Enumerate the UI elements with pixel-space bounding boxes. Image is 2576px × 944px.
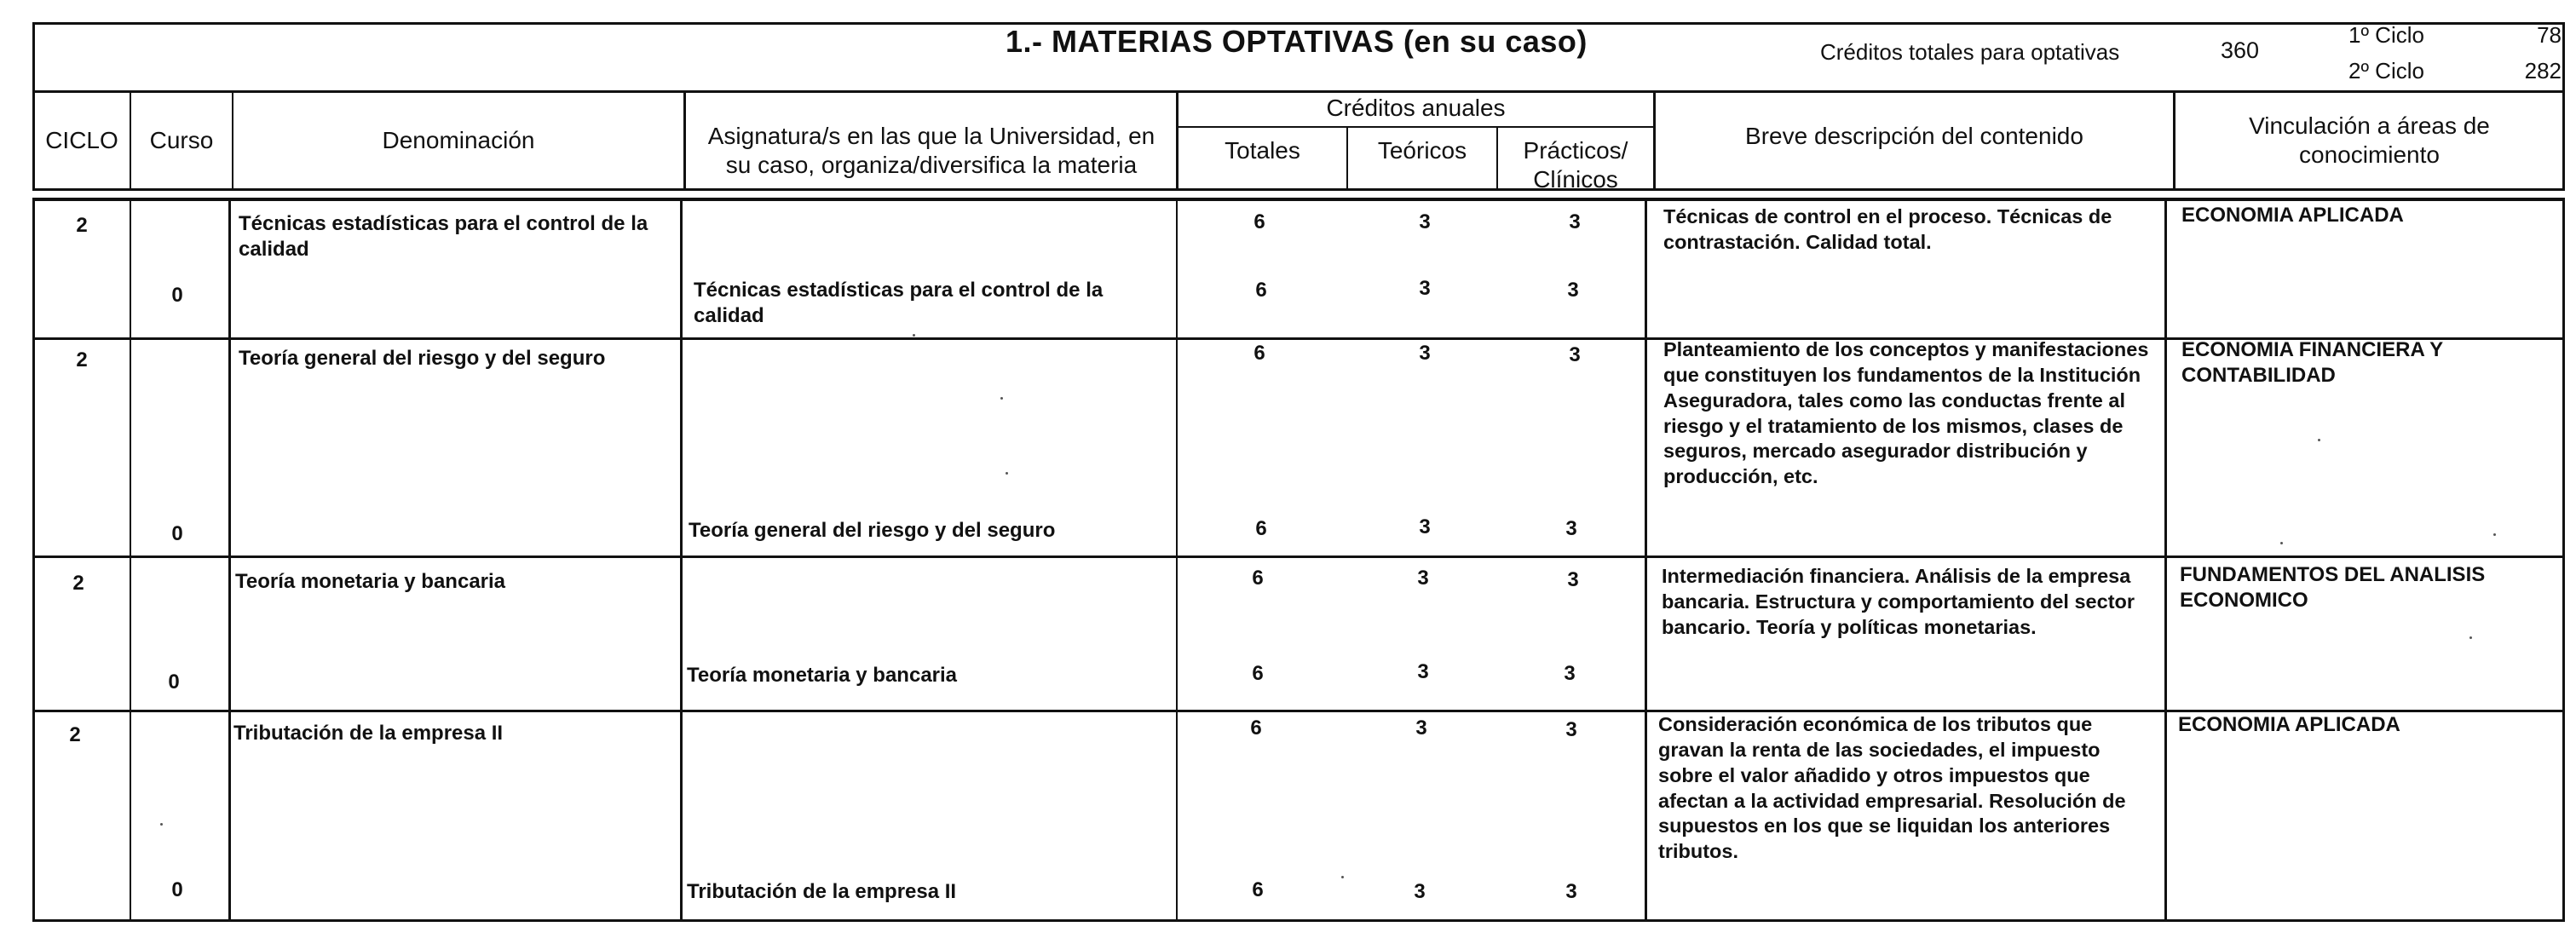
col-header-curso: Curso bbox=[149, 127, 214, 154]
scan-speck bbox=[1006, 472, 1008, 475]
cycle-2-label: 2º Ciclo bbox=[2348, 58, 2424, 83]
scan-speck bbox=[160, 823, 163, 826]
body-divider bbox=[130, 198, 131, 922]
col-header-asignaturas: Asignatura/s en las que la Universidad, en su caso, organiza/diversifica la materia bbox=[707, 123, 1155, 178]
col-header-vinculacion: Vinculación a áreas de conocimiento bbox=[2249, 112, 2490, 168]
body-divider bbox=[680, 198, 683, 922]
body-divider bbox=[1645, 198, 1647, 922]
cell-teoricos: 3 bbox=[1419, 277, 1431, 300]
body-divider bbox=[1176, 198, 1178, 922]
cell-ciclo: 2 bbox=[76, 348, 88, 371]
col-header-creditos-anuales: Créditos anuales bbox=[1326, 95, 1506, 122]
col-header-ciclo: CICLO bbox=[45, 127, 118, 154]
cell-totales: 6 bbox=[1250, 717, 1262, 740]
cell-teoricos: 3 bbox=[1419, 210, 1431, 233]
cell-totales: 6 bbox=[1255, 517, 1267, 540]
page-title: 1.- MATERIAS OPTATIVAS (en su caso) bbox=[1006, 24, 1588, 59]
cell-teoricos: 3 bbox=[1415, 717, 1427, 740]
cell-area: ECONOMIA APLICADA bbox=[2178, 713, 2400, 736]
cell-area: FUNDAMENTOS DEL ANALISIS ECONOMICO bbox=[2180, 563, 2486, 612]
cell-asignatura: Teoría monetaria y bancaria bbox=[687, 664, 958, 687]
cell-teoricos: 3 bbox=[1417, 660, 1429, 683]
scan-speck bbox=[2493, 533, 2496, 536]
cell-area: ECONOMIA APLICADA bbox=[2181, 204, 2404, 227]
col-header-totales: Totales bbox=[1225, 137, 1300, 164]
row-divider bbox=[32, 555, 2565, 558]
scan-speck bbox=[2280, 542, 2283, 544]
header-divider bbox=[683, 90, 686, 191]
cycle-1-value: 78 bbox=[2537, 22, 2562, 48]
cell-denominacion: Tributación de la empresa II bbox=[233, 722, 504, 745]
cell-practicos: 3 bbox=[1565, 517, 1577, 540]
cell-ciclo: 2 bbox=[69, 723, 81, 746]
cycle-2-value: 282 bbox=[2524, 58, 2562, 83]
col-header-descripcion: Breve descripción del contenido bbox=[1745, 123, 2083, 150]
cell-curso: 0 bbox=[171, 284, 183, 307]
cell-practicos: 3 bbox=[1569, 343, 1581, 366]
cell-asignatura: Técnicas estadísticas para el control de la calidad bbox=[694, 279, 1104, 327]
table-body bbox=[32, 198, 2565, 922]
cell-asignatura: Teoría general del riesgo y del seguro bbox=[689, 519, 1056, 542]
cycle-1-label: 1º Ciclo bbox=[2348, 22, 2424, 48]
cell-descripcion: Planteamiento de los conceptos y manifestaciones que constituyen los fundamentos de la Institución Aseguradora, tales como las conductas frente al riesgo y el tratamiento de los mismos, clases de seguros, mercado asegurador distribución y producción, etc. bbox=[1663, 338, 2149, 488]
cell-descripcion: Consideración económica de los tributos que gravan la renta de las sociedades, el impuesto sobre el valor añadido y otros impuestos que afectan a la actividad empresarial. Resolución de supuestos en los que se liquidan los anteriores tributos. bbox=[1658, 713, 2126, 863]
cell-totales: 6 bbox=[1252, 662, 1264, 685]
cell-denominacion: Técnicas estadísticas para el control de la calidad bbox=[239, 212, 648, 261]
scan-speck bbox=[1341, 876, 1344, 878]
col-header-denominacion: Denominación bbox=[382, 127, 535, 154]
cell-totales: 6 bbox=[1255, 279, 1267, 302]
scan-speck bbox=[913, 334, 915, 337]
cell-denominacion: Teoría monetaria y bancaria bbox=[235, 570, 506, 593]
cell-ciclo: 2 bbox=[76, 214, 88, 237]
cell-area: ECONOMIA FINANCIERA Y CONTABILIDAD bbox=[2181, 338, 2443, 387]
scan-speck bbox=[2318, 439, 2320, 441]
scan-speck bbox=[1000, 397, 1003, 400]
cell-practicos: 3 bbox=[1565, 880, 1577, 903]
body-divider bbox=[2164, 198, 2167, 922]
cell-teoricos: 3 bbox=[1419, 515, 1431, 538]
scan-speck bbox=[2469, 636, 2472, 639]
cell-denominacion: Teoría general del riesgo y del seguro bbox=[239, 347, 606, 370]
cell-ciclo: 2 bbox=[72, 572, 84, 595]
cell-totales: 6 bbox=[1253, 342, 1265, 365]
cell-totales: 6 bbox=[1253, 210, 1265, 233]
credits-total-value: 360 bbox=[2221, 37, 2260, 63]
cell-practicos: 3 bbox=[1569, 210, 1581, 233]
col-header-practicos: Prácticos/ Clínicos bbox=[1523, 137, 1628, 193]
credits-total-label: Créditos totales para optativas bbox=[1820, 39, 2120, 65]
cell-curso: 0 bbox=[171, 878, 183, 901]
cell-practicos: 3 bbox=[1567, 279, 1579, 302]
cell-teoricos: 3 bbox=[1414, 880, 1426, 903]
cell-descripcion: Intermediación financiera. Análisis de la empresa bancaria. Estructura y comportamiento del sector bancario. Teoría y políticas monetarias. bbox=[1662, 565, 2135, 638]
cell-curso: 0 bbox=[171, 522, 183, 545]
cell-totales: 6 bbox=[1252, 567, 1264, 590]
cell-teoricos: 3 bbox=[1417, 567, 1429, 590]
cell-asignatura: Tributación de la empresa II bbox=[687, 880, 957, 903]
cell-descripcion: Técnicas de control en el proceso. Técnicas de contrastación. Calidad total. bbox=[1663, 205, 2112, 253]
cell-teoricos: 3 bbox=[1419, 342, 1431, 365]
cell-practicos: 3 bbox=[1564, 662, 1576, 685]
col-header-teoricos: Teóricos bbox=[1377, 137, 1467, 164]
cell-practicos: 3 bbox=[1567, 568, 1579, 591]
body-divider bbox=[228, 198, 231, 922]
cell-totales: 6 bbox=[1252, 878, 1264, 901]
cell-practicos: 3 bbox=[1565, 718, 1577, 741]
cell-curso: 0 bbox=[168, 671, 180, 694]
